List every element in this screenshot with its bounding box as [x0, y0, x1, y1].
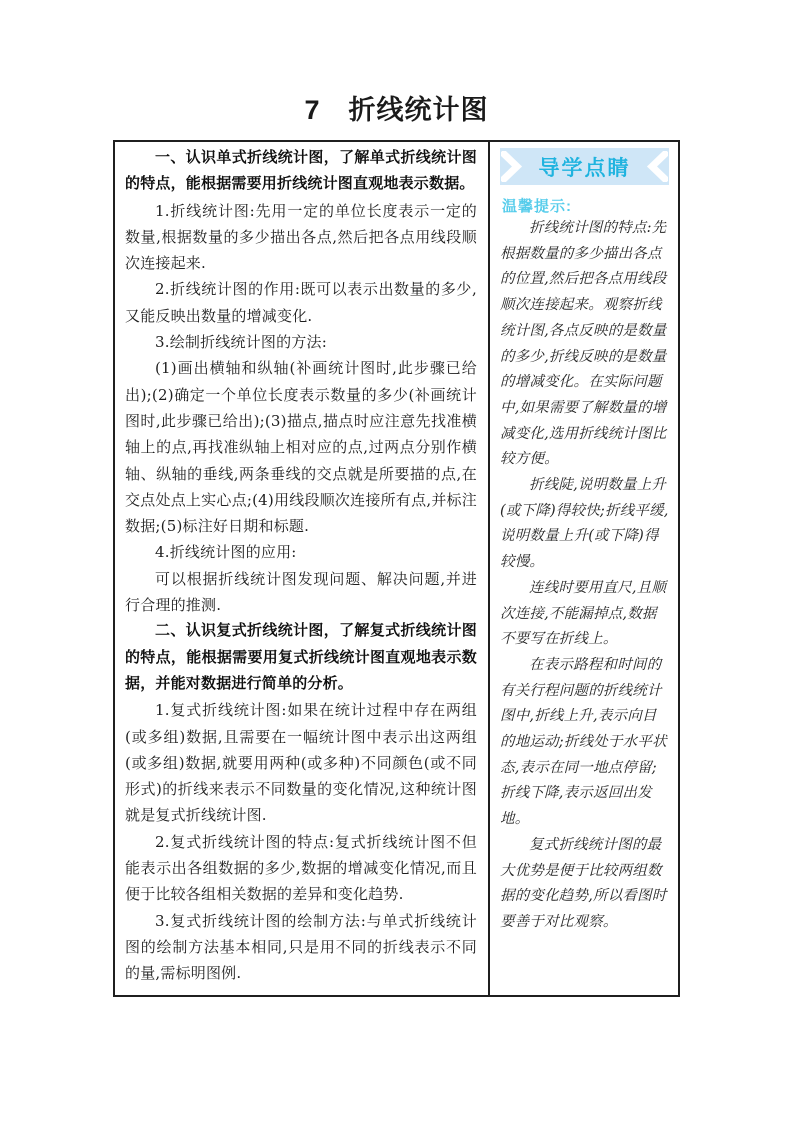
paragraph: 1.折线统计图:先用一定的单位长度表示一定的数量,根据数量的多少描出各点,然后把各点用线段顺次连接起来. — [125, 201, 477, 273]
sidebar-banner — [500, 148, 669, 185]
tip-paragraph: 在表示路程和时间的有关行程问题的折线统计图中,折线上升,表示向目的地运动;折线处于水平状态,表示在同一地点停留;折线下降,表示返回出发地。 — [500, 656, 667, 828]
tip-label: 温馨提示: — [502, 198, 572, 215]
paragraph: 4.折线统计图的应用: — [155, 543, 297, 562]
tip-paragraph: 折线陡,说明数量上升(或下降)得较快;折线平缓,说明数量上升(或下降)得较慢。 — [500, 477, 669, 571]
paragraph: 可以根据折线统计图发现问题、解决问题,并进行合理的推测. — [125, 569, 477, 615]
section-two-heading: 二、认识复式折线统计图，了解复式折线统计图的特点，能根据需要用复式折线统计图直观地表示数据，并能对数据进行简单的分析。 — [125, 622, 477, 692]
paragraph: 3.复式折线统计图的绘制方法:与单式折线统计图的绘制方法基本相同,只是用不同的折线表示不同的量,需标明图例. — [125, 911, 477, 983]
tip-paragraph: 连线时要用直尺,且顺次连接,不能漏掉点,数据不要写在折线上。 — [500, 579, 667, 648]
chevron-left-icon — [646, 151, 668, 182]
paragraph: 2.复式折线统计图的特点:复式折线统计图不但能表示出各组数据的多少,数据的增减变化情况,而且便于比较各组相关数据的差异和变化趋势. — [125, 832, 477, 904]
tip-paragraph: 复式折线统计图的最大优势是便于比较两组数据的变化趋势,所以看图时要善于对比观察。 — [500, 836, 667, 930]
chevron-right-icon — [501, 151, 523, 182]
content-box — [113, 140, 680, 997]
paragraph: 2.折线统计图的作用:既可以表示出数量的多少,又能反映出数量的增减变化. — [125, 280, 477, 325]
sidebar-banner-title: 导学点睛 — [538, 156, 631, 180]
paragraph: (1)画出横轴和纵轴(补画统计图时,此步骤已给出);(2)确定一个单位长度表示数量的多少(补画统计图时,此步骤已给出);(3)描点,描点时应注意先找准横轴上的点,再找准纵轴上相对应的点,过两点分别作横轴、纵轴的垂线,两条垂线的交点就是所要描的点,在交点处点上实心点;(4)用线段顺次连接所有点,并标注数据;(5)标注好日期和标题. — [125, 359, 477, 536]
sidebar — [490, 142, 678, 995]
section-one-heading: 一、认识单式折线统计图，了解单式折线统计图的特点，能根据需要用折线统计图直观地表示数据。 — [125, 149, 477, 193]
tip-paragraph: 折线统计图的特点:先根据数量的多少描出各点的位置,然后把各点用线段顺次连接起来。观察折线统计图,各点反映的是数量的多少,折线反映的是数量的增减变化。在实际问题中,如果需要了解数量的增减变化,选用折线统计图比较方便。 — [500, 220, 667, 468]
page-title: 7 折线统计图 — [304, 95, 489, 125]
paragraph: 3.绘制折线统计图的方法: — [155, 333, 327, 352]
main-content — [115, 142, 490, 995]
paragraph: 1.复式折线统计图:如果在统计过程中存在两组(或多组)数据,且需要在一幅统计图中表示出这两组(或多组)数据,就要用两种(或多种)不同颜色(或不同形式)的折线来表示不同数量的变化情况,这种统计图就是复式折线统计图. — [125, 701, 477, 825]
